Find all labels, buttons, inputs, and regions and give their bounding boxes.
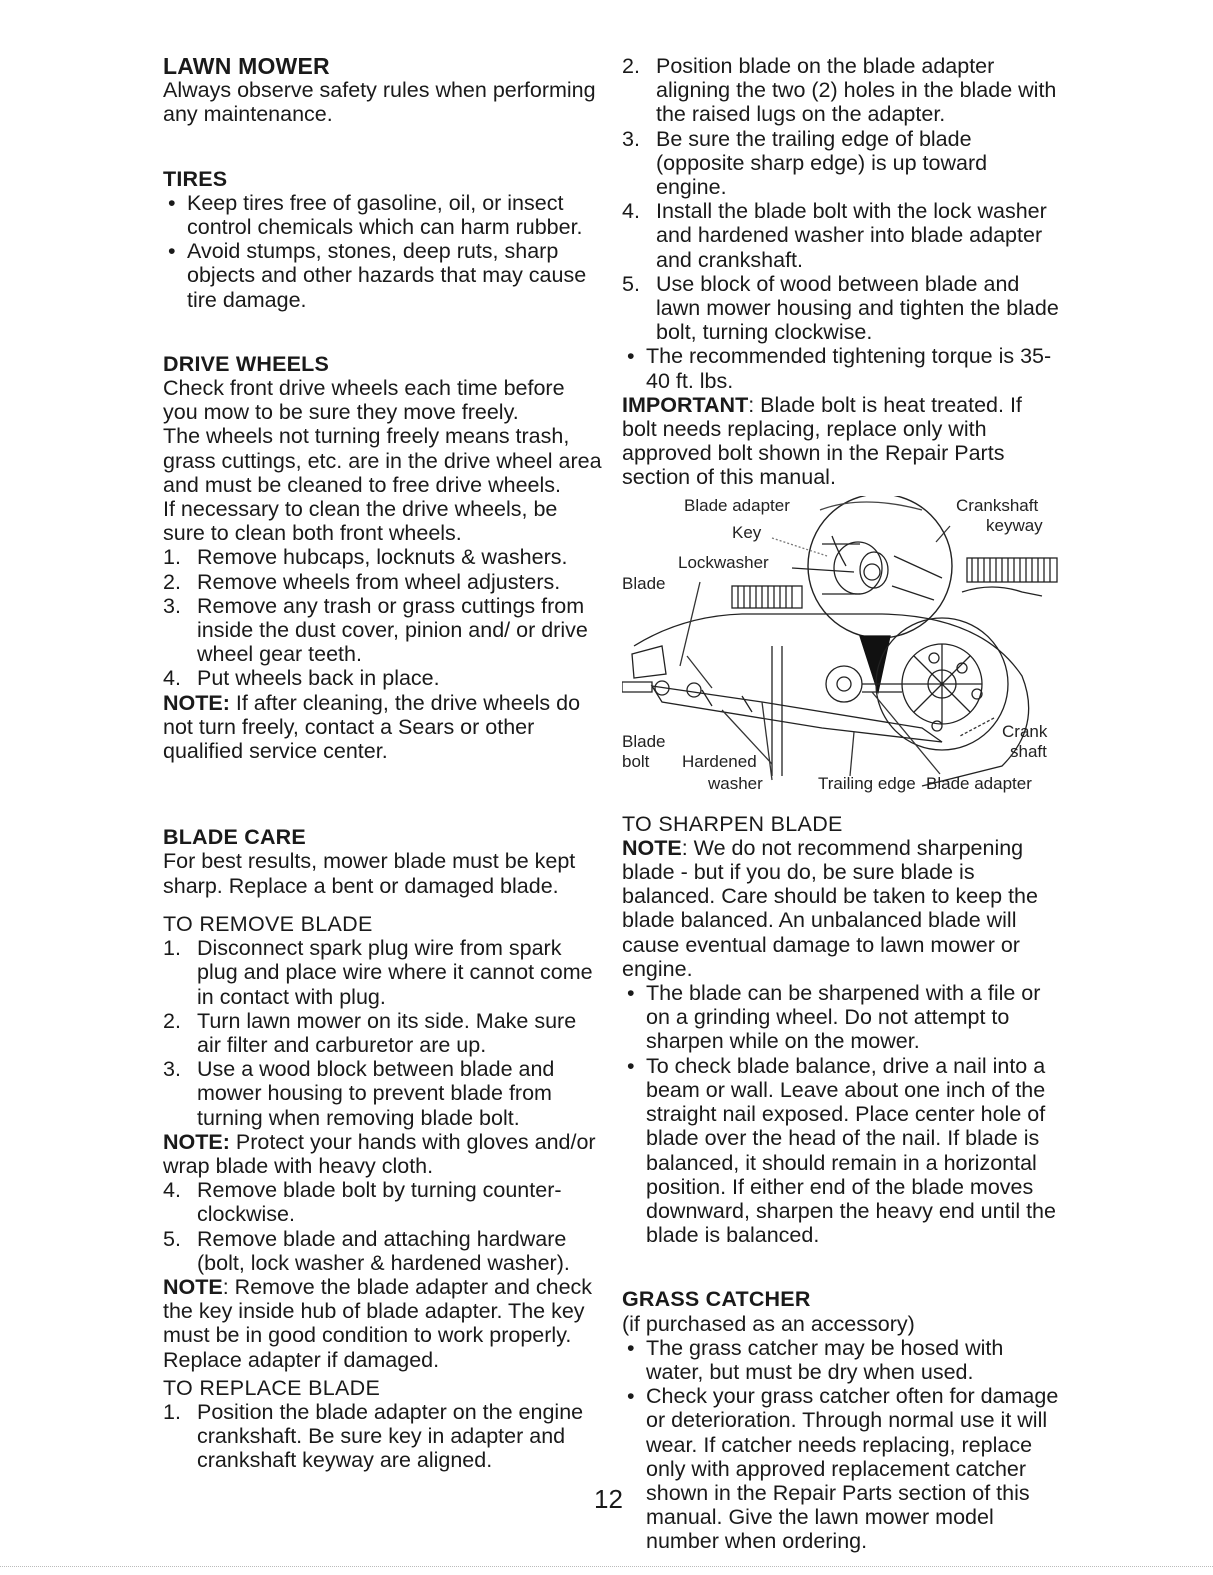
drive-wheels-p2: The wheels not turning freely means trash, grass cuttings, etc. are in the drive wheel area and must be cleaned to free drive wheels. [163, 424, 602, 497]
list-item: 5. Use block of wood between blade and lawn mower housing and tighten the blade bolt, turning clockwise. [622, 271, 1059, 345]
list-item: • Avoid stumps, stones, deep ruts, sharp objects and other hazards that may cause tire damage. [168, 239, 587, 312]
list-item: 4. Remove blade bolt by turning counter-clockwise. [163, 1178, 562, 1227]
label-trailing-edge: Trailing edge [818, 773, 916, 793]
drive-wheels-steps [163, 545, 603, 690]
left-column [163, 54, 603, 1473]
sharpen-blade-heading: TO SHARPEN BLADE [622, 811, 843, 836]
list-item: 2. Position blade on the blade adapter aligning the two (2) holes in the blade with the raised lugs on the adapter. [622, 54, 1057, 127]
drive-wheels-heading: DRIVE WHEELS [163, 351, 330, 376]
blade-assembly-diagram [622, 496, 1062, 812]
label-crankshaft-keyway-1: Crankshaft [956, 495, 1039, 515]
list-item: 1. Remove hubcaps, locknuts & washers. [163, 545, 568, 570]
list-item: 3. Be sure the trailing edge of blade (opposite sharp edge) is up toward engine. [622, 126, 988, 200]
grass-catcher-heading: GRASS CATCHER [622, 1287, 811, 1312]
label-key: Key [732, 522, 762, 542]
sharpen-note: NOTE: We do not recommend sharpening blade - but if you do, be sure blade is balanced. Care should be taken to keep the blade balanced. An unbalanced blade will cause eventual damage to lawn mower or engine. [622, 835, 1038, 981]
remove-blade-note-1: NOTE: Protect your hands with gloves and/or wrap blade with heavy cloth. [163, 1129, 596, 1178]
list-item: 4. Install the blade bolt with the lock washer and hardened washer into blade adapter and crankshaft. [622, 199, 1047, 272]
lawn-mower-heading: LAWN MOWER [163, 53, 330, 79]
list-item: 4. Put wheels back in place. [163, 666, 440, 691]
list-item: 2. Remove wheels from wheel adjusters. [163, 569, 561, 594]
label-blade-adapter-bottom: Blade adapter [926, 773, 1032, 793]
list-item: 5. Remove blade and attaching hardware (bolt, lock washer & hardened washer). [163, 1226, 570, 1275]
list-item: • To check blade balance, drive a nail into a beam or wall. Leave about one inch of the straight nail exposed. Place center hole of blade over the head of the nail. If blade is balanced, it should remain in a horizontal position. If either end of the blade moves downward, sharpen the heavy end until the blade is balanced. [627, 1053, 1056, 1248]
replace-blade-steps-continued [622, 54, 1062, 344]
grass-catcher-list [622, 1336, 1062, 1554]
right-column [622, 54, 1062, 1554]
remove-blade-steps [163, 936, 603, 1130]
label-blade-bolt-2: bolt [622, 751, 650, 771]
label-blade-bolt-1: Blade [622, 731, 666, 751]
label-hardened-2: washer [708, 773, 763, 793]
bottom-divider [0, 1566, 1213, 1567]
list-item: 3. Remove any trash or grass cuttings from inside the dust cover, pinion and/ or drive wheel gear teeth. [163, 593, 588, 667]
list-item: • The grass catcher may be hosed with water, but must be dry when used. [627, 1335, 1004, 1384]
grass-catcher-subtitle: (if purchased as an accessory) [622, 1311, 915, 1336]
drive-wheels-note: NOTE: If after cleaning, the drive wheels do not turn freely, contact a Sears or other qualified service center. [163, 690, 581, 764]
label-blade: Blade [622, 573, 666, 593]
lawn-mower-text: Always observe safety rules when performing any maintenance. [163, 78, 596, 127]
replace-blade-heading: TO REPLACE BLADE [163, 1375, 381, 1400]
remove-blade-note-2: NOTE: Remove the blade adapter and check the key inside hub of blade adapter. The key must be in good condition to work properly. Replace adapter if damaged. [163, 1274, 593, 1372]
list-item: • The recommended tightening torque is 35-40 ft. lbs. [627, 344, 1052, 393]
important-note: IMPORTANT: Blade bolt is heat treated. If bolt needs replacing, replace only with approved bolt shown in the Repair Parts section of this manual. [622, 392, 1022, 490]
label-lockwasher: Lockwasher [678, 552, 769, 572]
drive-wheels-p3: If necessary to clean the drive wheels, be sure to clean both front wheels. [163, 497, 558, 546]
tires-list [163, 191, 603, 312]
label-crankshaft-keyway-2: keyway [986, 515, 1043, 535]
page-number: 12 [594, 1484, 623, 1514]
torque-list [622, 344, 1062, 392]
remove-blade-steps-2 [163, 1178, 603, 1275]
list-item: 1. Position the blade adapter on the engine crankshaft. Be sure key in adapter and crankshaft keyway are aligned. [163, 1399, 584, 1473]
blade-care-heading: BLADE CARE [163, 825, 306, 850]
tires-heading: TIRES [163, 166, 228, 191]
label-blade-adapter-top: Blade adapter [684, 495, 790, 515]
label-hardened-1: Hardened [682, 751, 757, 771]
list-item: 1. Disconnect spark plug wire from spark plug and place wire where it cannot come in contact with plug. [163, 936, 593, 1009]
blade-care-text: For best results, mower blade must be kept sharp. Replace a bent or damaged blade. [163, 849, 576, 898]
drive-wheels-p1: Check front drive wheels each time before you mow to be sure they move freely. [163, 376, 565, 425]
label-crank-2: shaft [1010, 741, 1047, 761]
list-item: 2. Turn lawn mower on its side. Make sure air filter and carburetor are up. [163, 1008, 577, 1057]
replace-blade-steps [163, 1400, 603, 1473]
sharpen-list [622, 981, 1062, 1247]
list-item: • Keep tires free of gasoline, oil, or insect control chemicals which can harm rubber. [168, 190, 583, 240]
label-crank-1: Crank [1002, 721, 1048, 741]
list-item: • Check your grass catcher often for damage or deterioration. Through normal use it will wear. If catcher needs replacing, replace only with approved replacement catcher shown in the Repair Parts section of this manual. Give the lawn mower model number when ordering. [627, 1384, 1059, 1554]
list-item: 3. Use a wood block between blade and mower housing to prevent blade from turning when removing blade bolt. [163, 1057, 555, 1130]
remove-blade-heading: TO REMOVE BLADE [163, 911, 373, 936]
list-item: • The blade can be sharpened with a file or on a grinding wheel. Do not attempt to sharpen while on the mower. [627, 981, 1041, 1054]
